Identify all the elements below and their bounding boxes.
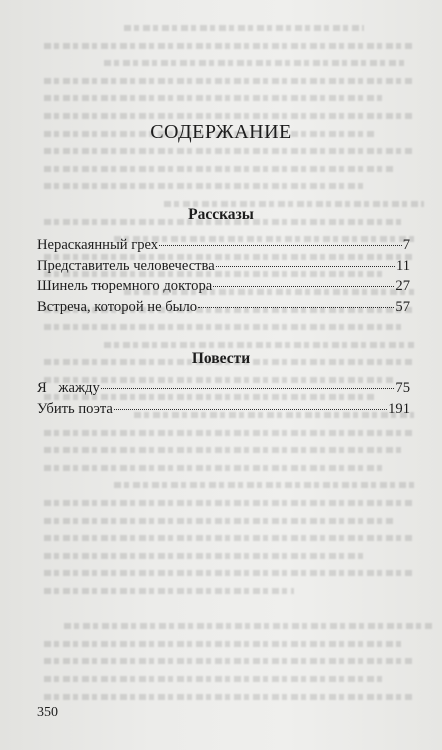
toc-entry[interactable] [37, 378, 410, 399]
entry-title: Убить поэта [37, 400, 113, 417]
toc-entry[interactable] [37, 235, 410, 256]
entry-page: 11 [395, 257, 410, 274]
page-number: 350 [37, 705, 58, 720]
dot-leader [216, 266, 395, 267]
dot-leader [213, 286, 394, 287]
toc-list-stories [37, 235, 410, 317]
entry-page: 7 [402, 237, 410, 253]
dot-leader [159, 245, 402, 246]
entry-title: Представитель человечества [37, 257, 215, 274]
toc-entry[interactable] [37, 256, 410, 277]
entry-page: 191 [388, 400, 410, 417]
section-heading-stories: Рассказы [188, 206, 254, 223]
dot-leader [101, 388, 395, 389]
toc-entry[interactable] [37, 399, 410, 420]
entry-page: 27 [395, 278, 410, 294]
entry-page: 57 [395, 298, 410, 315]
section-heading-novellas: Повести [191, 350, 251, 367]
page-title: СОДЕРЖАНИЕ [150, 121, 292, 143]
dot-leader [114, 409, 387, 410]
entry-title: Встреча, которой не было [37, 298, 198, 315]
toc-entry[interactable] [37, 276, 410, 297]
entry-title: Я жажду [37, 380, 100, 396]
entry-title: Шинель тюремного доктора [37, 278, 213, 294]
entry-title: Нераскаянный грех [37, 237, 159, 253]
toc-list-novellas [37, 378, 410, 419]
toc-entry[interactable] [37, 297, 410, 318]
dot-leader [198, 307, 394, 308]
entry-page: 75 [395, 380, 410, 396]
